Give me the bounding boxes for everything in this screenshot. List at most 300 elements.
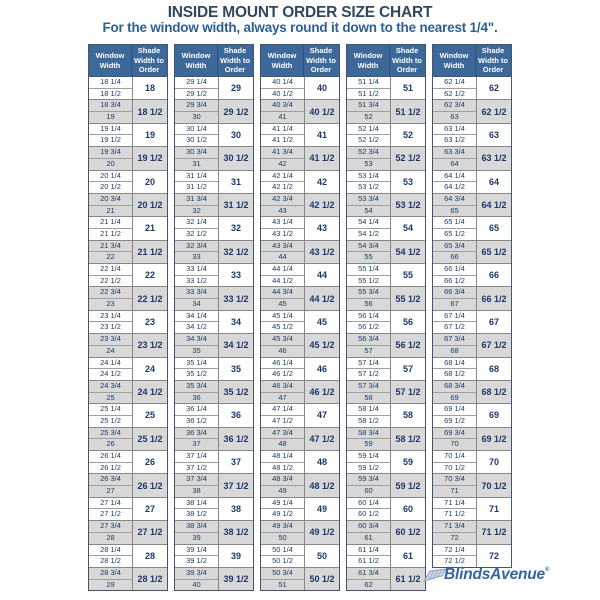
window-width-column [175,287,219,309]
shade-width-cell: 46 [316,363,327,374]
window-width-cell: 68 3/4 [433,381,476,393]
window-width-cell: 61 1/4 [347,545,390,557]
window-width-column [175,451,219,473]
window-width-cell: 60 1/2 [358,509,379,519]
size-pair-row [347,146,425,169]
size-pair-row [261,450,339,473]
window-width-column [347,241,391,263]
size-pair-row [175,263,253,286]
shade-width-cell: 42 [316,176,327,187]
window-width-cell: 72 [450,532,459,542]
shade-width-cell: 58 [402,410,413,421]
size-pair-row [175,357,253,380]
size-pair-row [261,146,339,169]
window-width-column [89,428,133,450]
size-pair-row [261,170,339,193]
shade-width-cell: 53 [402,176,413,187]
window-width-cell: 31 1/4 [175,171,218,183]
window-width-cell: 67 3/4 [433,334,476,346]
window-width-cell: 35 [192,345,201,355]
shade-width-cell: 28 [144,550,155,561]
size-pair-row [433,450,511,473]
size-pair-row [175,286,253,309]
window-width-column [261,171,305,193]
shade-width-cell: 25 1/2 [137,433,163,444]
shade-width-cell: 38 1/2 [223,527,249,538]
column-group-header [347,45,425,77]
window-width-column [261,311,305,333]
window-width-column [347,474,391,496]
size-pair-row [433,380,511,403]
shade-width-cell: 49 1/2 [309,527,335,538]
shade-width-cell: 35 1/2 [223,387,249,398]
window-width-column [89,194,133,216]
window-width-cell: 38 3/4 [175,521,218,533]
window-width-cell: 70 [450,439,459,449]
window-width-cell: 39 1/2 [186,556,207,566]
window-width-cell: 57 3/4 [347,381,390,393]
size-pair-row [347,123,425,146]
size-pair-row [433,193,511,216]
size-pair-row [433,216,511,239]
shade-width-cell: 31 [230,176,241,187]
shade-width-cell: 38 [230,503,241,514]
size-pair-row [89,216,167,239]
window-width-cell: 66 3/4 [433,287,476,299]
window-width-cell: 24 3/4 [89,381,132,393]
window-width-cell: 40 1/2 [272,88,293,98]
window-width-cell: 43 3/4 [261,241,304,253]
window-width-column [89,358,133,380]
window-width-cell: 20 1/2 [100,182,121,192]
window-width-column [89,311,133,333]
window-width-column [175,358,219,380]
shade-width-cell: 26 1/2 [137,480,163,491]
window-width-column [175,568,219,590]
size-pair-row [89,77,167,99]
window-width-column [175,381,219,403]
size-pair-row [89,310,167,333]
window-width-column [433,147,477,169]
size-pair-row [433,427,511,450]
window-width-cell: 27 1/2 [100,509,121,519]
window-width-cell: 69 [450,392,459,402]
shade-width-cell: 19 1/2 [137,153,163,164]
window-width-column [433,428,477,450]
window-width-cell: 61 1/2 [358,556,379,566]
window-width-cell: 30 1/2 [186,135,207,145]
window-width-cell: 51 1/2 [358,88,379,98]
shade-width-cell: 66 1/2 [481,293,507,304]
shade-width-cell: 58 1/2 [395,433,421,444]
shade-width-cell: 24 [144,363,155,374]
size-pair-row [347,450,425,473]
shade-width-header: Shade Width to Order [134,45,164,75]
window-width-column [175,147,219,169]
window-width-cell: 18 3/4 [89,100,132,112]
window-width-column [347,100,391,122]
size-pair-row [433,473,511,496]
window-width-cell: 62 1/4 [433,77,476,89]
shade-width-cell: 27 [144,503,155,514]
window-width-cell: 47 3/4 [261,428,304,440]
size-pair-row [175,544,253,567]
size-pair-row [347,333,425,356]
window-width-cell: 71 1/2 [444,509,465,519]
window-width-column [347,404,391,426]
window-width-column [89,334,133,356]
size-pair-row [433,497,511,520]
window-width-cell: 40 1/4 [261,77,304,89]
size-pair-row [433,77,511,99]
shade-width-cell: 70 1/2 [481,480,507,491]
shade-width-cell: 45 1/2 [309,340,335,351]
window-width-cell: 65 1/2 [444,228,465,238]
window-width-column [89,404,133,426]
window-width-cell: 41 1/4 [261,124,304,136]
size-pair-row [89,333,167,356]
window-width-cell: 18 1/2 [100,88,121,98]
window-width-column [175,124,219,146]
window-width-column [261,381,305,403]
shade-width-cell: 70 [488,457,499,468]
window-width-cell: 40 [192,579,201,589]
window-width-cell: 70 3/4 [433,474,476,486]
window-width-cell: 57 1/4 [347,358,390,370]
window-width-cell: 22 1/2 [100,275,121,285]
window-width-cell: 33 3/4 [175,287,218,299]
window-width-column [433,404,477,426]
shade-width-cell: 55 [402,270,413,281]
window-width-cell: 33 [192,252,201,262]
shade-width-cell: 35 [230,363,241,374]
window-width-cell: 25 [106,392,115,402]
size-pair-row [89,263,167,286]
window-width-cell: 67 1/4 [433,311,476,323]
shade-width-header: Shade Width to Order [220,45,250,75]
window-width-cell: 38 1/2 [186,509,207,519]
window-width-column [175,498,219,520]
window-width-cell: 42 [278,158,287,168]
window-width-cell: 49 3/4 [261,521,304,533]
window-width-column [89,264,133,286]
window-width-cell: 68 1/2 [444,369,465,379]
window-width-cell: 43 1/2 [272,228,293,238]
window-width-cell: 51 1/4 [347,77,390,89]
shade-width-cell: 48 [316,457,327,468]
size-pair-row [261,333,339,356]
window-width-column [433,194,477,216]
logo-text: BlindsAvenue® [444,566,550,583]
window-width-cell: 41 1/2 [272,135,293,145]
size-pair-row [261,310,339,333]
window-width-cell: 37 [192,439,201,449]
shade-width-cell: 25 [144,410,155,421]
size-pair-row [347,380,425,403]
window-width-column [347,147,391,169]
window-width-cell: 24 [106,345,115,355]
window-width-column [175,100,219,122]
window-width-cell: 30 1/4 [175,124,218,136]
window-width-cell: 28 [106,532,115,542]
window-width-column [433,381,477,403]
window-width-column [433,358,477,380]
shade-width-cell: 62 1/2 [481,106,507,117]
size-pair-row [347,427,425,450]
window-width-cell: 71 3/4 [433,521,476,533]
size-pair-row [433,240,511,263]
window-width-column [175,264,219,286]
window-width-cell: 37 1/2 [186,462,207,472]
window-width-cell: 59 1/2 [358,462,379,472]
window-width-cell: 34 [192,299,201,309]
window-width-cell: 66 [450,252,459,262]
column-group-5 [432,44,512,568]
window-width-cell: 72 1/2 [444,556,465,566]
window-width-cell: 68 1/4 [433,358,476,370]
window-width-cell: 23 1/4 [89,311,132,323]
window-width-cell: 40 3/4 [261,100,304,112]
window-width-cell: 24 1/4 [89,358,132,370]
window-width-cell: 26 3/4 [89,474,132,486]
size-pair-row [89,123,167,146]
window-width-cell: 64 1/4 [433,171,476,183]
window-width-cell: 63 1/4 [433,124,476,136]
window-width-cell: 44 1/4 [261,264,304,276]
window-width-cell: 21 3/4 [89,241,132,253]
window-width-cell: 53 [364,158,373,168]
shade-width-cell: 59 [402,457,413,468]
window-width-cell: 56 1/2 [358,322,379,332]
shade-width-cell: 69 1/2 [481,433,507,444]
window-width-cell: 64 [450,158,459,168]
window-width-cell: 60 1/4 [347,498,390,510]
size-pair-row [347,240,425,263]
size-pair-row [261,286,339,309]
size-pair-row [347,357,425,380]
column-group-header [261,45,339,77]
window-width-cell: 45 1/4 [261,311,304,323]
window-width-cell: 27 3/4 [89,521,132,533]
shade-width-cell: 30 1/2 [223,153,249,164]
registered-trademark-icon: ® [544,567,550,573]
window-width-column [347,124,391,146]
window-width-cell: 63 3/4 [433,147,476,159]
window-width-cell: 31 1/2 [186,182,207,192]
window-width-column [261,545,305,567]
window-width-cell: 47 1/2 [272,415,293,425]
window-width-cell: 49 [278,486,287,496]
shade-width-cell: 34 [230,316,241,327]
shade-width-cell: 60 1/2 [395,527,421,538]
shade-width-cell: 21 1/2 [137,246,163,257]
window-width-column [433,77,477,99]
window-width-cell: 19 [106,112,115,122]
window-width-cell: 28 1/2 [100,556,121,566]
shade-width-cell: 37 1/2 [223,480,249,491]
window-width-column [89,521,133,543]
window-width-column [347,287,391,309]
window-width-cell: 20 1/4 [89,171,132,183]
size-pair-row [347,286,425,309]
window-width-column [261,287,305,309]
window-width-cell: 54 [364,205,373,215]
shade-width-cell: 23 [144,316,155,327]
window-width-cell: 56 1/4 [347,311,390,323]
shade-width-cell: 43 [316,223,327,234]
window-width-cell: 59 3/4 [347,474,390,486]
window-width-cell: 30 3/4 [175,147,218,159]
shade-width-cell: 44 [316,270,327,281]
shade-width-cell: 29 [230,83,241,94]
window-width-cell: 37 3/4 [175,474,218,486]
window-width-column [175,171,219,193]
size-pair-row [89,286,167,309]
window-width-cell: 45 [278,299,287,309]
window-width-column [433,287,477,309]
window-width-cell: 59 1/4 [347,451,390,463]
shade-width-cell: 41 [316,129,327,140]
window-width-cell: 51 [278,579,287,589]
size-pair-row [433,263,511,286]
window-width-cell: 66 1/2 [444,275,465,285]
shade-width-cell: 64 [488,176,499,187]
window-width-cell: 64 1/2 [444,182,465,192]
window-width-cell: 19 1/4 [89,124,132,136]
shade-width-cell: 42 1/2 [309,200,335,211]
shade-width-cell: 54 [402,223,413,234]
size-pair-row [261,544,339,567]
column-group-2 [174,44,254,591]
window-width-cell: 31 [192,158,201,168]
window-width-cell: 35 1/4 [175,358,218,370]
window-width-cell: 52 3/4 [347,147,390,159]
window-width-cell: 54 1/4 [347,217,390,229]
window-width-cell: 55 [364,252,373,262]
window-width-cell: 69 1/4 [433,404,476,416]
window-width-column [89,545,133,567]
shade-width-cell: 33 1/2 [223,293,249,304]
window-width-column [347,451,391,473]
window-width-column [347,428,391,450]
size-pair-row [433,357,511,380]
column-group-3 [260,44,340,591]
shade-width-cell: 63 [488,129,499,140]
window-width-column [89,381,133,403]
window-width-cell: 71 1/4 [433,498,476,510]
shade-width-cell: 50 1/2 [309,574,335,585]
shade-width-cell: 22 1/2 [137,293,163,304]
shade-width-cell: 20 1/2 [137,200,163,211]
size-pair-row [175,99,253,122]
shade-width-cell: 49 [316,503,327,514]
size-pair-row [433,544,511,567]
size-pair-row [347,310,425,333]
window-width-cell: 22 3/4 [89,287,132,299]
window-width-column [89,241,133,263]
shade-width-cell: 65 1/2 [481,246,507,257]
window-width-cell: 56 [364,299,373,309]
size-pair-row [175,333,253,356]
window-width-column [89,100,133,122]
window-width-cell: 19 1/2 [100,135,121,145]
size-pair-row [347,567,425,590]
window-width-column [261,147,305,169]
window-width-header: Window Width [261,45,304,76]
window-width-cell: 34 1/4 [175,311,218,323]
window-width-cell: 35 3/4 [175,381,218,393]
window-width-cell: 60 3/4 [347,521,390,533]
window-width-cell: 28 3/4 [89,568,132,580]
shade-width-cell: 57 [402,363,413,374]
shade-width-cell: 71 [488,503,499,514]
window-width-column [433,264,477,286]
window-width-cell: 44 1/2 [272,275,293,285]
size-pair-row [261,357,339,380]
shade-width-cell: 52 1/2 [395,153,421,164]
size-pair-row [175,170,253,193]
size-pair-row [261,403,339,426]
window-width-column [347,171,391,193]
size-pair-row [89,357,167,380]
window-width-column [261,334,305,356]
window-width-column [261,521,305,543]
window-width-cell: 21 [106,205,115,215]
size-pair-row [347,497,425,520]
window-width-cell: 66 1/4 [433,264,476,276]
window-width-column [347,311,391,333]
window-width-column [175,474,219,496]
shade-width-header: Shade Width to Order [306,45,336,75]
window-width-cell: 62 [364,579,373,589]
window-width-column [433,100,477,122]
size-pair-row [433,286,511,309]
window-width-cell: 38 [192,486,201,496]
shade-width-cell: 55 1/2 [395,293,421,304]
shade-width-cell: 32 1/2 [223,246,249,257]
size-pair-row [89,427,167,450]
window-width-cell: 27 1/4 [89,498,132,510]
size-pair-row [175,77,253,99]
window-width-cell: 46 [278,345,287,355]
shade-width-cell: 56 [402,316,413,327]
window-width-cell: 20 3/4 [89,194,132,206]
window-width-cell: 26 [106,439,115,449]
size-pair-row [175,310,253,333]
window-width-cell: 49 1/4 [261,498,304,510]
window-width-cell: 65 [450,205,459,215]
size-pair-row [261,427,339,450]
shade-width-cell: 41 1/2 [309,153,335,164]
shade-width-cell: 57 1/2 [395,387,421,398]
window-width-cell: 52 1/2 [358,135,379,145]
size-pair-row [89,403,167,426]
window-width-cell: 50 1/4 [261,545,304,557]
window-width-column [347,545,391,567]
shade-width-cell: 20 [144,176,155,187]
window-width-cell: 43 1/4 [261,217,304,229]
size-pair-row [175,473,253,496]
window-width-cell: 46 1/2 [272,369,293,379]
window-width-cell: 36 1/2 [186,415,207,425]
size-pair-row [89,99,167,122]
window-width-cell: 34 1/2 [186,322,207,332]
window-width-cell: 20 [106,158,115,168]
size-pair-row [175,450,253,473]
shade-width-cell: 61 1/2 [395,574,421,585]
shade-width-cell: 60 [402,503,413,514]
size-pair-row [347,193,425,216]
